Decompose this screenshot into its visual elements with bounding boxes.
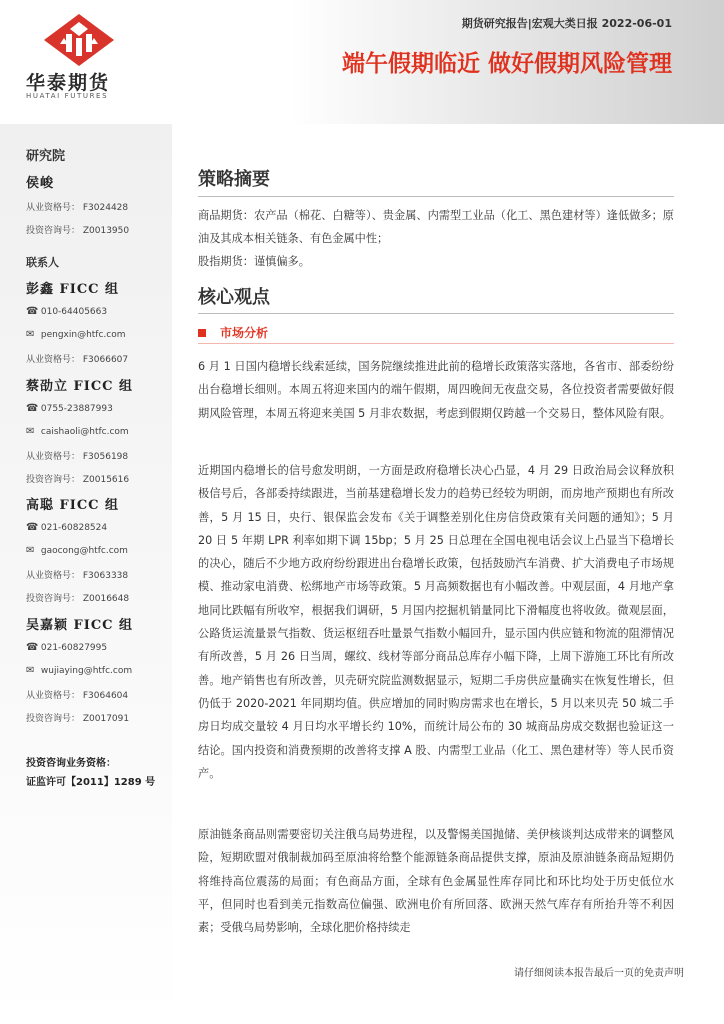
contact-practice-id: 从业资格号： F3066607 <box>26 355 129 365</box>
lead-advisory-id: 投资咨询号： Z0013950 <box>26 226 130 236</box>
heading-divider <box>198 196 674 197</box>
contact-phone <box>26 642 107 653</box>
contact-advisory-id: 投资咨询号： Z0015616 <box>26 475 130 485</box>
heading-divider <box>198 313 674 314</box>
paragraph-2: 近期国内稳增长的信号愈发明朗，一方面是政府稳增长决心凸显，4 月 29 日政治局会议释放积极信号后，各部委持续跟进，当前基建稳增长发力的趋势已经较为明朗，而房地产预期也有所改善，5 月 15 日，央行、银保监会发布《关于调整差别化住房信贷政策有关问题的通知》；5 月 20 日 5 年期 LPR 利率如期下调 15bp；5 月 25 日总理在全国电视电话会议上凸显当下稳增长的决心，随后不少地方政府纷纷跟进出台稳增长政策，包括鼓励汽车消费、扩大消费电子市场规模、推动家电消费、松绑地产市场等政策。5 月高频数据也有小幅改善。中观层面，4 月地产拿地同比跌幅有所收窄，根据我们调研，5 月国内挖掘机销量同比下滑幅度也将收敛。微观层面，公路货运流量景气指数、货运枢纽吞吐量景气指数小幅回升，显示国内供应链和物流的阻滞情况有所改善，5 月 26 日当周，螺纹、线材等部分商品总库存小幅下降，上周下游施工环比有所改善。地产销售也有所改善，贝壳研究院监测数据显示，短期二手房供应量确实在恢复性增长，但仍低于 2020-2021 年同期均值。供应增加的同时购房需求也在增长，5 月以来贝壳 50 城二手房日均成交量较 4 月日均水平增长约 10%，而统计局公布的 30 城商品房成交数据也验证这一结论。国内投资和消费预期的改善将支撑 A 股、内需型工业品（化工、黑色建材等）等人民币资产。 <box>198 464 674 780</box>
disclaimer-footer: 请仔细阅读本报告最后一页的免责声明 <box>514 968 684 979</box>
contact-name: 吴嘉颖 FICC 组 <box>26 618 134 633</box>
contact-practice-id: 从业资格号： F3056198 <box>26 452 129 462</box>
contact-name: 蔡劭立 FICC 组 <box>26 379 134 394</box>
email-text[interactable]: caishaoli@htfc.com <box>40 426 129 437</box>
logo-chinese-name: 华泰期货 <box>26 72 111 94</box>
email-text[interactable]: pengxin@htfc.com <box>40 329 126 340</box>
phone-text: 021-60828524 <box>40 522 108 533</box>
contact-advisory-id: 投资咨询号： Z0016648 <box>26 594 130 604</box>
license-title: 投资咨询业务资格： <box>26 758 116 769</box>
contact-practice-id: 从业资格号： F3063338 <box>26 571 129 581</box>
subheading-divider <box>198 343 674 344</box>
contact-practice-id: 从业资格号： F3064604 <box>26 691 129 701</box>
report-meta: 期货研究报告|宏观大类日报 2022-06-01 <box>461 17 672 30</box>
contact-advisory-id: 投资咨询号： Z0017091 <box>26 714 130 724</box>
market-analysis-heading <box>198 324 268 341</box>
phone-text: 010-64405663 <box>40 306 108 317</box>
strategy-summary-heading: 策略摘要 <box>198 169 270 190</box>
huatai-logo-icon <box>44 14 114 66</box>
contact-email[interactable] <box>26 665 132 676</box>
phone-icon: ☎ <box>26 403 39 414</box>
email-icon: ✉ <box>26 426 35 437</box>
core-view-heading: 核心观点 <box>198 287 270 308</box>
contact-name: 高聪 FICC 组 <box>26 498 120 513</box>
contacts-label: 联系人 <box>26 256 59 269</box>
paragraph-3: 原油链条商品则需要密切关注俄乌局势进程，以及警惕美国抛储、美伊核谈判达成带来的调整风险，短期欧盟对俄制裁加码至原油将给整个能源链条商品提供支撑，原油及原油链条商品短期仍将维持高位震荡的局面；有色商品方面，全球有色金属显性库存同比和环比均处于历史低位水平，但同时也看到美元指数高位偏强、欧洲电价有所回落、欧洲天然气库存有所抬升等不利因素；受俄乌局势影响，全球化肥价格持续走 <box>198 828 674 935</box>
phone-icon: ☎ <box>26 642 39 653</box>
lead-analyst-name: 侯峻 <box>26 176 55 191</box>
email-text[interactable]: gaocong@htfc.com <box>40 545 128 556</box>
lead-practice-id: 从业资格号： F3024428 <box>26 203 129 213</box>
summary-equity-text: 股指期货：谨慎偏多。 <box>198 255 310 268</box>
phone-text: 0755-23887993 <box>40 403 113 414</box>
market-analysis-label: 市场分析 <box>220 326 269 340</box>
contact-phone <box>26 306 107 317</box>
contact-name: 彭鑫 FICC 组 <box>26 282 120 297</box>
report-title: 端午假期临近 做好假期风险管理 <box>341 51 672 77</box>
email-icon: ✉ <box>26 545 35 556</box>
contact-email[interactable] <box>26 426 129 437</box>
department-label: 研究院 <box>26 149 66 164</box>
logo-english-name: HUATAI FUTURES <box>26 92 109 100</box>
phone-icon: ☎ <box>26 522 39 533</box>
contact-phone <box>26 403 113 414</box>
summary-commodity-text: 商品期货：农产品（棉花、白糖等）、贵金属、内需型工业品（化工、黑色建材等）逢低做多；原油及其成本相关链条、有色金属中性； <box>198 209 674 246</box>
email-icon: ✉ <box>26 665 35 676</box>
contact-phone <box>26 522 107 533</box>
email-icon: ✉ <box>26 329 35 340</box>
paragraph-1: 6 月 1 日国内稳增长线索延续，国务院继续推进此前的稳增长政策落实落地，各省市、部委纷纷出台稳增长细则。本周五将迎来国内的端午假期，周四晚间无夜盘交易，各位投资者需要做好假期风险管理，本周五将迎来美国 5 月非农数据，考虑到假期仅跨越一个交易日，整体风险有限。 <box>198 360 674 420</box>
square-bullet-icon <box>198 329 206 337</box>
contact-email[interactable] <box>26 329 126 340</box>
report-header <box>0 0 724 124</box>
phone-text: 021-60827995 <box>40 642 108 653</box>
email-text[interactable]: wujiaying@htfc.com <box>40 665 133 676</box>
phone-icon: ☎ <box>26 306 39 317</box>
contact-email[interactable] <box>26 545 128 556</box>
license-text: 证监许可【2011】1289 号 <box>26 777 156 788</box>
